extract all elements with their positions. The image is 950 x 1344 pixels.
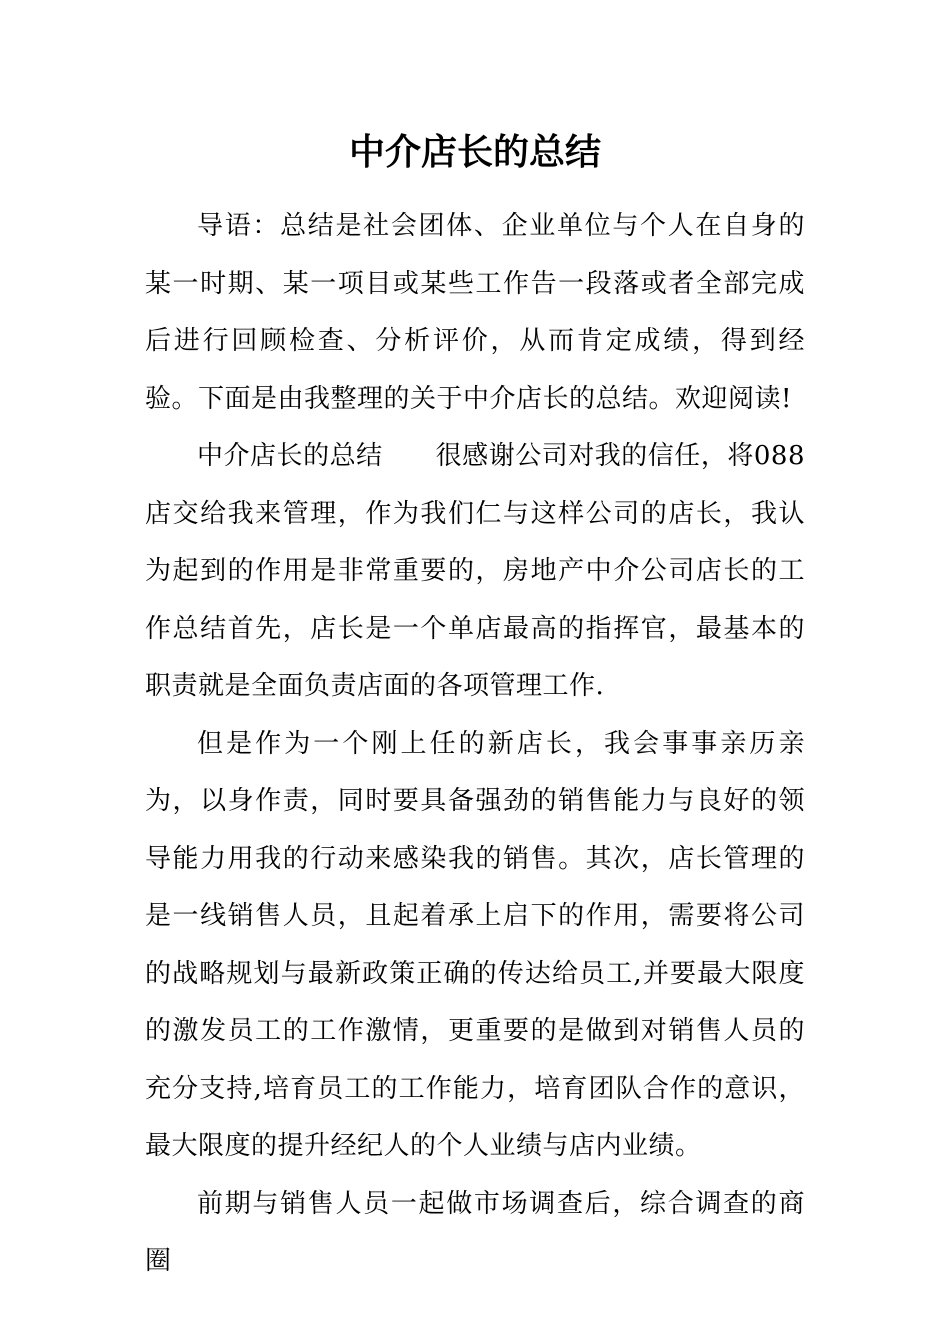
paragraph-intro: 导语：总结是社会团体、企业单位与个人在自身的某一时期、某一项目或某些工作告一段落或者全部完成后进行回顾检查、分析评价，从而肯定成绩，得到经验。下面是由我整理的关于中介店长的总结。欢迎阅读! <box>145 211 805 414</box>
paragraph-store-manager-summary: 中介店长的总结 很感谢公司对我的信任，将088店交给我来管理，作为我们仁与这样公司的店长，我认为起到的作用是非常重要的，房地产中介公司店长的工作总结首先，店长是一个单店最高的指挥官，最基本的职责就是全面负责店面的各项管理工作. <box>145 441 805 701</box>
paragraph-new-manager-duties: 但是作为一个刚上任的新店长，我会事事亲历亲为，以身作责，同时要具备强劲的销售能力与良好的领导能力用我的行动来感染我的销售。其次，店长管理的是一线销售人员，且起着承上启下的作用，需要将公司的战略规划与最新政策正确的传达给员工,并要最大限度的激发员工的工作激情，更重要的是做到对销售人员的充分支持,培育员工的工作能力，培育团队合作的意识，最大限度的提升经纪人的个人业绩与店内业绩。 <box>145 728 805 1161</box>
document-title: 中介店长的总结 <box>348 131 601 173</box>
paragraph-market-survey: 前期与销售人员一起做市场调查后，综合调查的商圈 <box>145 1188 805 1276</box>
document-body <box>145 198 805 1291</box>
